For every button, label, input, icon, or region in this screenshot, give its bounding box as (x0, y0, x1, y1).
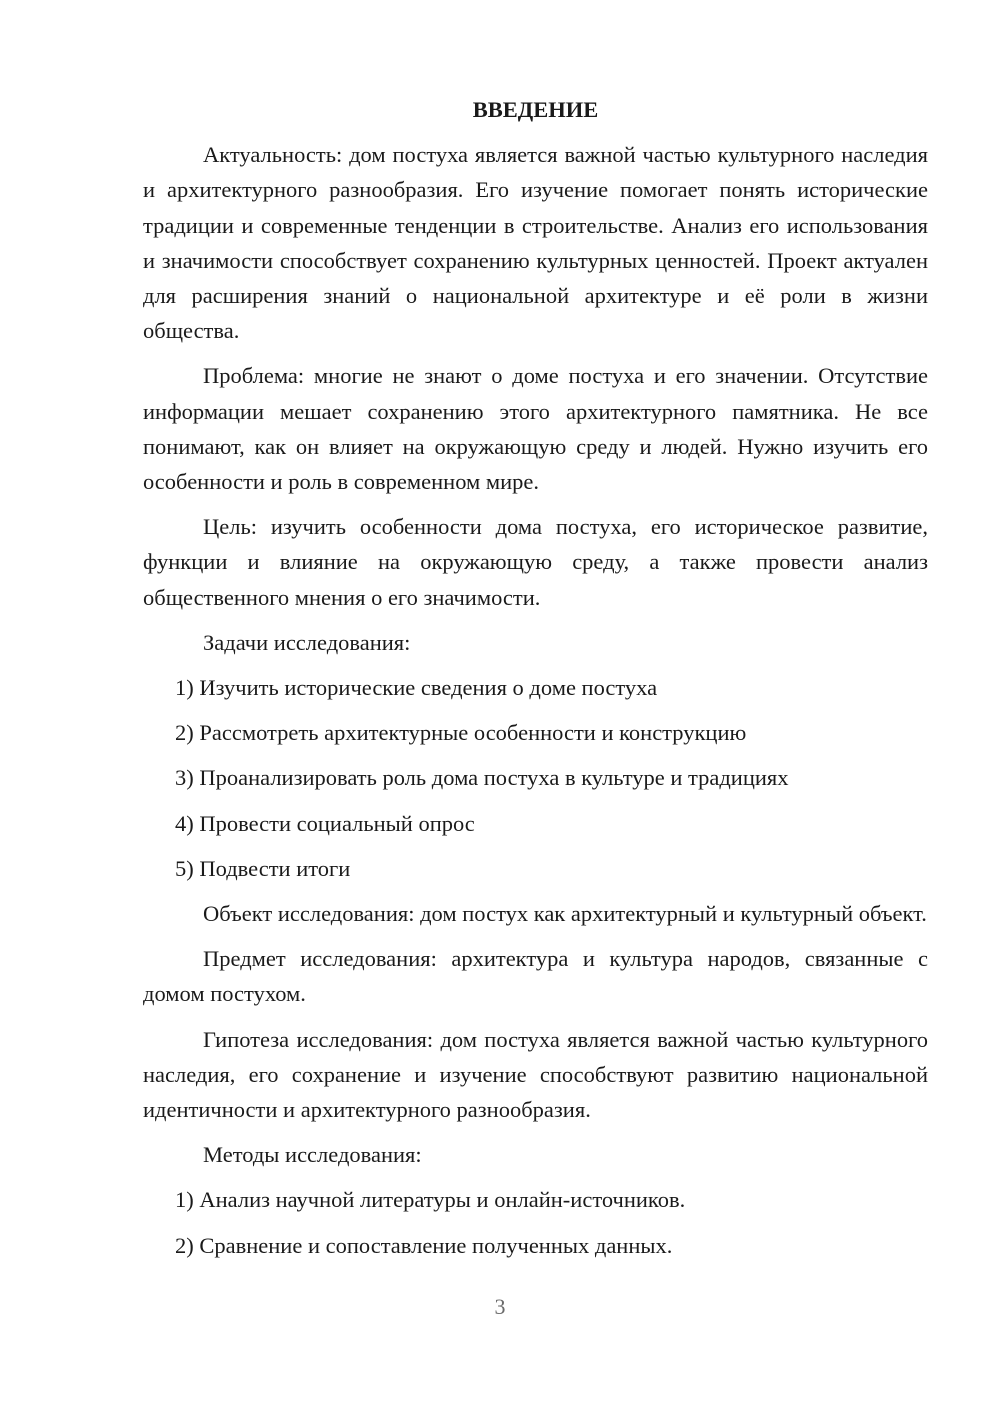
methods-list (143, 1182, 928, 1262)
subject-paragraph: Предмет исследования: архитектура и культура народов, связанные с домом постухом. (143, 946, 928, 1007)
list-item: 5) Подвести итоги (175, 855, 351, 881)
relevance-paragraph: Актуальность: дом постуха является важной частью культурного наследия и архитектурного разнообразия. Его изучение помогает понять исторические традиции и современные тенденции в строительстве. Анализ его использования и значимости способствует сохранению культурных ценностей. Проект актуален для расширения знаний о национальной архитектуре и её роли в жизни общества. (143, 142, 928, 344)
hypothesis-paragraph: Гипотеза исследования: дом постуха является важной частью культурного наследия, его сохранение и изучение способствуют развитию национальной идентичности и архитектурного разнообразия. (143, 1026, 928, 1123)
page-number: 3 (494, 1294, 506, 1319)
goal-paragraph: Цель: изучить особенности дома постуха, его историческое развитие, функции и влияние на окружающую среду, а также провести анализ общественного мнения о его значимости. (143, 514, 928, 610)
page-title: ВВЕДЕНИЕ (472, 97, 599, 122)
document-page (143, 92, 928, 1273)
list-item: 3) Проанализировать роль дома постуха в культуре и традициях (175, 765, 789, 791)
tasks-label: Задачи исследования: (203, 629, 411, 655)
list-item: 2) Сравнение и сопоставление полученных данных. (175, 1232, 673, 1258)
object-paragraph: Объект исследования: дом постух как архитектурный и культурный объект. (203, 901, 927, 927)
list-item: 4) Провести социальный опрос (175, 810, 475, 836)
problem-paragraph: Проблема: многие не знают о доме постуха и его значении. Отсутствие информации мешает сохранению этого архитектурного памятника. Не все понимают, как он влияет на окружающую среду и людей. Нужно изучить его особенности и роль в современном мире. (143, 363, 928, 495)
list-item: 1) Анализ научной литературы и онлайн-источников. (175, 1187, 686, 1213)
list-item: 1) Изучить исторические сведения о доме постуха (175, 675, 658, 701)
list-item: 2) Рассмотреть архитектурные особенности и конструкцию (175, 720, 747, 746)
methods-label: Методы исследования: (203, 1142, 422, 1168)
tasks-list (143, 670, 928, 886)
